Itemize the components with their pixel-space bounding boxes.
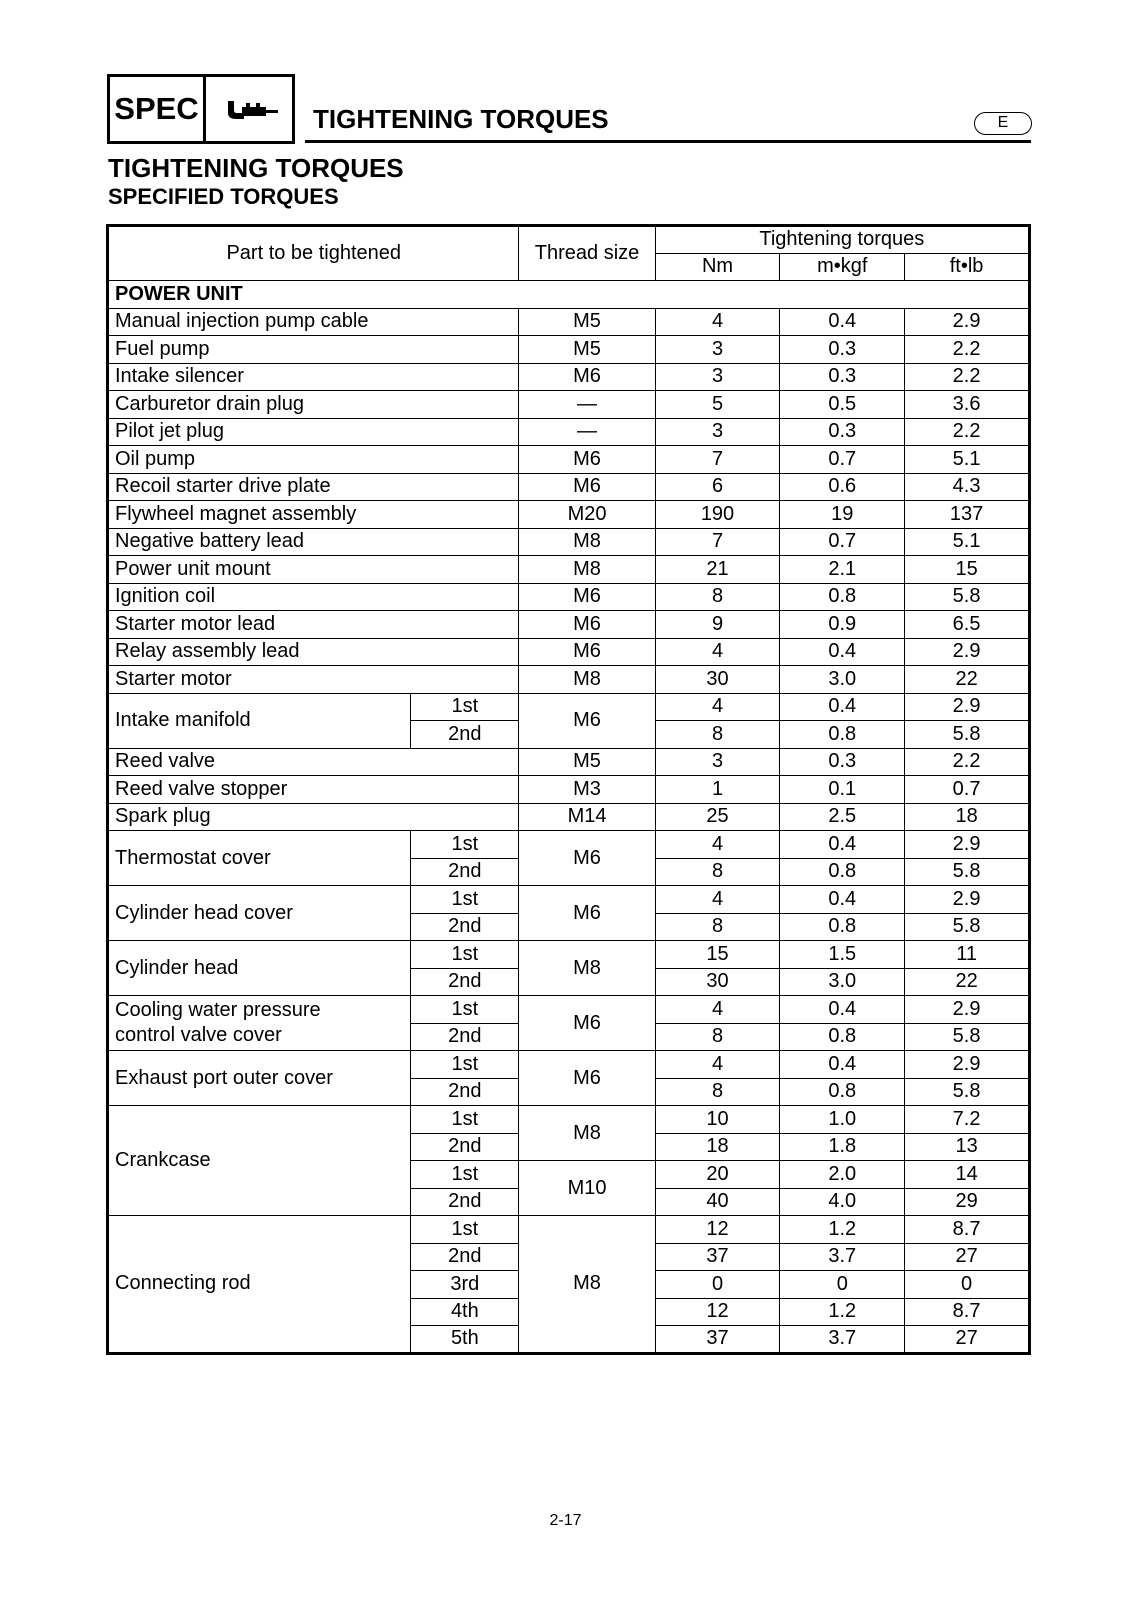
torque-mkgf: 0.3 xyxy=(780,748,905,776)
table-row xyxy=(108,363,1030,391)
thread-size: M8 xyxy=(519,1106,655,1161)
page-subtitle: SPECIFIED TORQUES xyxy=(108,184,339,209)
table-row xyxy=(108,831,1030,859)
header-torques: Tightening torques xyxy=(655,226,1029,254)
torque-mkgf: 0.9 xyxy=(780,611,905,639)
torque-ftlb: 2.9 xyxy=(905,886,1030,914)
part-name: Ignition coil xyxy=(108,583,519,611)
table-row xyxy=(108,693,1030,721)
header-divider xyxy=(305,140,1031,143)
thread-size: M6 xyxy=(519,611,655,639)
page-number: 2-17 xyxy=(549,1512,582,1529)
stage: 3rd xyxy=(411,1271,519,1299)
torque-mkgf: 0.8 xyxy=(780,1023,905,1051)
part-name: Starter motor lead xyxy=(108,611,519,639)
torque-ftlb: 2.2 xyxy=(905,418,1030,446)
torque-mkgf: 0.8 xyxy=(780,1078,905,1106)
part-name: Power unit mount xyxy=(108,556,519,584)
thread-size: M6 xyxy=(519,583,655,611)
stage: 1st xyxy=(411,831,519,859)
torque-mkgf: 0.4 xyxy=(780,308,905,336)
table-row xyxy=(108,638,1030,666)
part-name xyxy=(108,996,411,1051)
torque-mkgf: 3.0 xyxy=(780,666,905,694)
torque-nm: 18 xyxy=(655,1133,780,1161)
torque-ftlb: 3.6 xyxy=(905,391,1030,419)
stage: 2nd xyxy=(411,1078,519,1106)
torque-table xyxy=(106,224,1031,1355)
unit-mkgf: m•kgf xyxy=(780,253,905,281)
table-row xyxy=(108,611,1030,639)
torque-nm: 12 xyxy=(655,1216,780,1244)
thread-size: M6 xyxy=(519,446,655,474)
torque-nm: 10 xyxy=(655,1106,780,1134)
thread-size: M6 xyxy=(519,693,655,748)
stage: 1st xyxy=(411,1051,519,1079)
part-name: Starter motor xyxy=(108,666,519,694)
torque-mkgf: 2.1 xyxy=(780,556,905,584)
thread-size: M8 xyxy=(519,941,655,996)
torque-ftlb: 14 xyxy=(905,1161,1030,1189)
torque-ftlb: 2.2 xyxy=(905,363,1030,391)
torque-ftlb: 2.9 xyxy=(905,831,1030,859)
table-row xyxy=(108,1051,1030,1079)
torque-mkgf: 1.5 xyxy=(780,941,905,969)
thread-size: M6 xyxy=(519,996,655,1051)
torque-mkgf: 0.8 xyxy=(780,858,905,886)
stage: 2nd xyxy=(411,721,519,749)
torque-mkgf: 3.0 xyxy=(780,968,905,996)
thread-size: M5 xyxy=(519,336,655,364)
stage: 1st xyxy=(411,886,519,914)
table-row xyxy=(108,418,1030,446)
torque-nm: 5 xyxy=(655,391,780,419)
torque-ftlb: 5.8 xyxy=(905,1078,1030,1106)
torque-mkgf: 0.8 xyxy=(780,721,905,749)
torque-ftlb: 22 xyxy=(905,968,1030,996)
part-name: Relay assembly lead xyxy=(108,638,519,666)
torque-nm: 8 xyxy=(655,1023,780,1051)
table-row xyxy=(108,391,1030,419)
torque-nm: 7 xyxy=(655,528,780,556)
torque-ftlb: 2.9 xyxy=(905,1051,1030,1079)
torque-nm: 4 xyxy=(655,886,780,914)
torque-ftlb: 5.8 xyxy=(905,913,1030,941)
spec-header-box xyxy=(107,74,295,144)
torque-mkgf: 0 xyxy=(780,1271,905,1299)
thread-size: M5 xyxy=(519,308,655,336)
torque-ftlb: 27 xyxy=(905,1243,1030,1271)
torque-mkgf: 3.7 xyxy=(780,1326,905,1354)
section-header-title: TIGHTENING TORQUES xyxy=(313,104,609,134)
part-name: Connecting rod xyxy=(108,1216,411,1354)
torque-ftlb: 0 xyxy=(905,1271,1030,1299)
thread-size: M8 xyxy=(519,528,655,556)
stage: 5th xyxy=(411,1326,519,1354)
thread-size: M6 xyxy=(519,886,655,941)
torque-nm: 9 xyxy=(655,611,780,639)
thread-size: M5 xyxy=(519,748,655,776)
torque-ftlb: 2.9 xyxy=(905,308,1030,336)
page-title: TIGHTENING TORQUES xyxy=(108,153,404,183)
table-row xyxy=(108,583,1030,611)
spec-label: SPEC xyxy=(110,77,206,141)
torque-mkgf: 0.4 xyxy=(780,996,905,1024)
table-row xyxy=(108,556,1030,584)
table-row xyxy=(108,528,1030,556)
torque-mkgf: 0.4 xyxy=(780,886,905,914)
thread-size: M6 xyxy=(519,1051,655,1106)
table-row xyxy=(108,308,1030,336)
table-row xyxy=(108,501,1030,529)
part-name: Spark plug xyxy=(108,803,519,831)
table-row xyxy=(108,336,1030,364)
thread-size: M8 xyxy=(519,556,655,584)
torque-ftlb: 29 xyxy=(905,1188,1030,1216)
torque-ftlb: 5.8 xyxy=(905,858,1030,886)
thread-size: M6 xyxy=(519,363,655,391)
thread-size: M20 xyxy=(519,501,655,529)
thread-size: M6 xyxy=(519,638,655,666)
torque-mkgf: 1.2 xyxy=(780,1298,905,1326)
torque-mkgf: 0.6 xyxy=(780,473,905,501)
torque-mkgf: 0.3 xyxy=(780,363,905,391)
torque-ftlb: 2.2 xyxy=(905,336,1030,364)
header-part: Part to be tightened xyxy=(108,226,519,281)
torque-nm: 4 xyxy=(655,831,780,859)
torque-ftlb: 13 xyxy=(905,1133,1030,1161)
torque-ftlb: 7.2 xyxy=(905,1106,1030,1134)
part-name-line1: Cooling water pressure xyxy=(115,999,321,1021)
torque-mkgf: 2.0 xyxy=(780,1161,905,1189)
stage: 2nd xyxy=(411,858,519,886)
thread-size: M8 xyxy=(519,666,655,694)
torque-mkgf: 1.8 xyxy=(780,1133,905,1161)
torque-ftlb: 0.7 xyxy=(905,776,1030,804)
torque-ftlb: 27 xyxy=(905,1326,1030,1354)
part-name: Intake silencer xyxy=(108,363,519,391)
torque-mkgf: 0.4 xyxy=(780,693,905,721)
stage: 1st xyxy=(411,693,519,721)
part-name: Crankcase xyxy=(108,1106,411,1216)
part-name: Negative battery lead xyxy=(108,528,519,556)
torque-ftlb: 11 xyxy=(905,941,1030,969)
part-name: Reed valve xyxy=(108,748,519,776)
part-name: Exhaust port outer cover xyxy=(108,1051,411,1106)
torque-mkgf: 0.4 xyxy=(780,1051,905,1079)
torque-nm: 4 xyxy=(655,693,780,721)
torque-mkgf: 0.4 xyxy=(780,831,905,859)
torque-nm: 8 xyxy=(655,913,780,941)
torque-mkgf: 0.3 xyxy=(780,418,905,446)
torque-nm: 37 xyxy=(655,1243,780,1271)
torque-nm: 3 xyxy=(655,336,780,364)
table-row xyxy=(108,748,1030,776)
stage: 2nd xyxy=(411,1023,519,1051)
torque-ftlb: 5.1 xyxy=(905,446,1030,474)
table-row xyxy=(108,473,1030,501)
torque-ftlb: 5.1 xyxy=(905,528,1030,556)
table-row xyxy=(108,941,1030,969)
torque-mkgf: 1.2 xyxy=(780,1216,905,1244)
part-name: Reed valve stopper xyxy=(108,776,519,804)
torque-ftlb: 2.9 xyxy=(905,996,1030,1024)
table-row xyxy=(108,886,1030,914)
torque-nm: 4 xyxy=(655,308,780,336)
torque-ftlb: 5.8 xyxy=(905,1023,1030,1051)
part-name: Fuel pump xyxy=(108,336,519,364)
torque-nm: 1 xyxy=(655,776,780,804)
language-badge: E xyxy=(974,112,1032,135)
stage: 1st xyxy=(411,996,519,1024)
torque-nm: 6 xyxy=(655,473,780,501)
torque-nm: 7 xyxy=(655,446,780,474)
torque-nm: 15 xyxy=(655,941,780,969)
header-thread: Thread size xyxy=(519,226,655,281)
torque-nm: 8 xyxy=(655,858,780,886)
torque-nm: 3 xyxy=(655,418,780,446)
thread-size: — xyxy=(519,418,655,446)
thread-size: M14 xyxy=(519,803,655,831)
torque-nm: 30 xyxy=(655,968,780,996)
table-row xyxy=(108,803,1030,831)
torque-mkgf: 0.4 xyxy=(780,638,905,666)
torque-ftlb: 2.9 xyxy=(905,638,1030,666)
torque-ftlb: 15 xyxy=(905,556,1030,584)
torque-nm: 4 xyxy=(655,638,780,666)
stage: 2nd xyxy=(411,1243,519,1271)
unit-nm: Nm xyxy=(655,253,780,281)
torque-ftlb: 137 xyxy=(905,501,1030,529)
part-name: Recoil starter drive plate xyxy=(108,473,519,501)
stage: 1st xyxy=(411,941,519,969)
torque-mkgf: 0.7 xyxy=(780,446,905,474)
part-name: Cylinder head xyxy=(108,941,411,996)
stage: 1st xyxy=(411,1216,519,1244)
stage: 2nd xyxy=(411,1188,519,1216)
stage: 1st xyxy=(411,1161,519,1189)
stage: 2nd xyxy=(411,968,519,996)
torque-nm: 40 xyxy=(655,1188,780,1216)
part-name: Carburetor drain plug xyxy=(108,391,519,419)
torque-nm: 30 xyxy=(655,666,780,694)
part-name: Intake manifold xyxy=(108,693,411,748)
table-row xyxy=(108,996,1030,1024)
torque-nm: 3 xyxy=(655,363,780,391)
thread-size: M3 xyxy=(519,776,655,804)
thread-size: M10 xyxy=(519,1161,655,1216)
part-name: Flywheel magnet assembly xyxy=(108,501,519,529)
stage: 2nd xyxy=(411,913,519,941)
thread-size: — xyxy=(519,391,655,419)
torque-ftlb: 22 xyxy=(905,666,1030,694)
torque-ftlb: 4.3 xyxy=(905,473,1030,501)
thread-size: M6 xyxy=(519,473,655,501)
torque-nm: 21 xyxy=(655,556,780,584)
torque-ftlb: 2.2 xyxy=(905,748,1030,776)
torque-mkgf: 4.0 xyxy=(780,1188,905,1216)
torque-nm: 12 xyxy=(655,1298,780,1326)
torque-nm: 0 xyxy=(655,1271,780,1299)
table-row xyxy=(108,666,1030,694)
section-row xyxy=(108,281,1030,309)
table-row xyxy=(108,776,1030,804)
torque-nm: 190 xyxy=(655,501,780,529)
torque-nm: 8 xyxy=(655,1078,780,1106)
part-name: Thermostat cover xyxy=(108,831,411,886)
torque-mkgf: 19 xyxy=(780,501,905,529)
stage: 2nd xyxy=(411,1133,519,1161)
torque-ftlb: 6.5 xyxy=(905,611,1030,639)
torque-mkgf: 2.5 xyxy=(780,803,905,831)
torque-ftlb: 18 xyxy=(905,803,1030,831)
torque-mkgf: 0.5 xyxy=(780,391,905,419)
table-row xyxy=(108,1106,1030,1134)
torque-nm: 3 xyxy=(655,748,780,776)
torque-ftlb: 2.9 xyxy=(905,693,1030,721)
torque-nm: 20 xyxy=(655,1161,780,1189)
torque-mkgf: 0.8 xyxy=(780,913,905,941)
torque-mkgf: 3.7 xyxy=(780,1243,905,1271)
torque-nm: 4 xyxy=(655,1051,780,1079)
torque-mkgf: 0.8 xyxy=(780,583,905,611)
part-name: Cylinder head cover xyxy=(108,886,411,941)
torque-mkgf: 0.3 xyxy=(780,336,905,364)
torque-ftlb: 5.8 xyxy=(905,583,1030,611)
torque-ftlb: 8.7 xyxy=(905,1298,1030,1326)
torque-mkgf: 0.1 xyxy=(780,776,905,804)
part-name-line2: control valve cover xyxy=(115,1024,282,1046)
torque-nm: 8 xyxy=(655,721,780,749)
thread-size: M6 xyxy=(519,831,655,886)
torque-ftlb: 5.8 xyxy=(905,721,1030,749)
torque-wrench-icon xyxy=(206,77,292,141)
part-name: Pilot jet plug xyxy=(108,418,519,446)
torque-mkgf: 1.0 xyxy=(780,1106,905,1134)
thread-size: M8 xyxy=(519,1216,655,1354)
torque-mkgf: 0.7 xyxy=(780,528,905,556)
stage: 4th xyxy=(411,1298,519,1326)
table-row xyxy=(108,446,1030,474)
section-label: POWER UNIT xyxy=(108,281,1030,309)
unit-ftlb: ft•lb xyxy=(905,253,1030,281)
part-name: Manual injection pump cable xyxy=(108,308,519,336)
torque-nm: 8 xyxy=(655,583,780,611)
torque-nm: 37 xyxy=(655,1326,780,1354)
table-row xyxy=(108,1216,1030,1244)
torque-nm: 25 xyxy=(655,803,780,831)
part-name: Oil pump xyxy=(108,446,519,474)
stage: 1st xyxy=(411,1106,519,1134)
table-header-row xyxy=(108,226,1030,254)
torque-ftlb: 8.7 xyxy=(905,1216,1030,1244)
torque-nm: 4 xyxy=(655,996,780,1024)
